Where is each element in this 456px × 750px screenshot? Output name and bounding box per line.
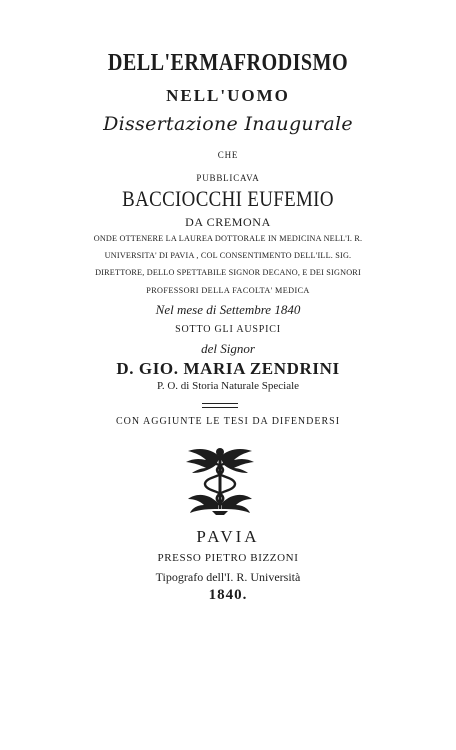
aggiunte-line: CON AGGIUNTE LE TESI DA DIFENDERSI <box>115 416 341 427</box>
imprint-printer: PRESSO PIETRO BIZZONI <box>157 552 299 564</box>
imprint-city: PAVIA <box>196 527 260 546</box>
pubblicava-line: PUBBLICAVA <box>196 173 260 183</box>
purpose-line: UNIVERSITA' DI PAVIA , COL CONSENTIMENTO DELL'ILL. SIG. <box>104 251 352 260</box>
imprint-printer-role: Tipografo dell'I. R. Università <box>155 570 301 584</box>
purpose-line: ONDE OTTENERE LA LAUREA DOTTORALE IN MEDICINA NELL'I. R. <box>93 234 363 243</box>
caduceus-ornament-icon <box>178 443 262 515</box>
author-name: BACCIOCCHI EUFEMIO <box>122 186 334 211</box>
professor-name: D. GIO. MARIA ZENDRINI <box>116 359 340 378</box>
author-origin: DA CREMONA <box>185 215 271 229</box>
del-signor-line: del Signor <box>201 341 255 356</box>
genre-line: Dissertazione Inaugurale <box>103 113 353 135</box>
professor-role: P. O. di Storia Naturale Speciale <box>156 380 300 392</box>
date-line: Nel mese di Settembre 1840 <box>155 302 301 317</box>
imprint-year: 1840. <box>208 587 248 603</box>
purpose-line: DIRETTORE, DELLO SPETTABILE SIGNOR DECANO, E DEI SIGNORI <box>95 268 361 277</box>
auspici-line: SOTTO GLI AUSPICI <box>175 324 281 335</box>
che-line: CHE <box>217 150 239 160</box>
book-title: DELL'ERMAFRODISMO <box>107 50 349 76</box>
book-subtitle: NELL'UOMO <box>166 86 290 105</box>
purpose-line: PROFESSORI DELLA FACOLTA' MEDICA <box>146 286 310 295</box>
double-rule-divider <box>202 403 238 411</box>
